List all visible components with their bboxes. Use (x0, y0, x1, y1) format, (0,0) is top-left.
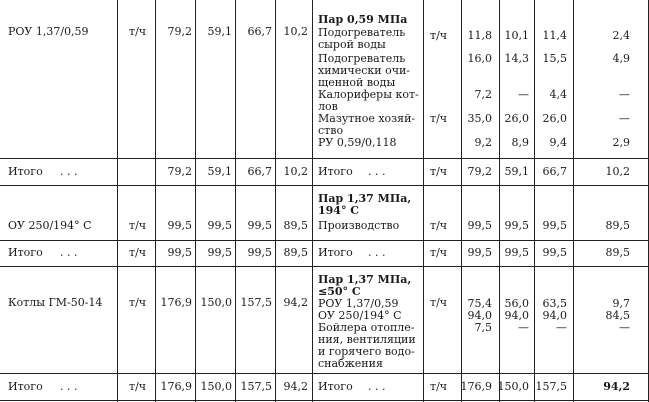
unit: т/ч (129, 219, 147, 232)
value: 63,5 (542, 297, 567, 310)
value: 26,0 (504, 112, 529, 125)
value: 89,5 (605, 246, 630, 259)
unit: т/ч (430, 165, 448, 178)
consumer-name: Калориферы кот- (318, 88, 419, 101)
row-divider (0, 240, 649, 241)
value: 150,0 (200, 296, 232, 309)
total-dots: . . . (368, 165, 386, 178)
consumers-heading: 194° С (318, 204, 360, 217)
value: 176,9 (160, 380, 192, 393)
consumer-name: ство (318, 124, 344, 137)
value: 89,5 (283, 246, 308, 259)
total-dots: . . . (368, 380, 386, 393)
total-dots: . . . (368, 246, 386, 259)
row-divider (0, 373, 649, 374)
value: 84,5 (605, 309, 630, 322)
total-dots: . . . (60, 380, 78, 393)
consumer-name: ния, вентиляции (318, 333, 416, 346)
consumer-name: Подогреватель (318, 52, 406, 65)
value: — (518, 321, 529, 334)
value: 14,3 (504, 52, 529, 65)
value: 10,2 (283, 25, 308, 38)
source-name: ОУ 250/194° С (8, 219, 92, 232)
consumer-name: сырой воды (318, 38, 386, 51)
value: 99,5 (247, 219, 272, 232)
value: 10,1 (504, 29, 529, 42)
value: 66,7 (247, 165, 272, 178)
value: 99,5 (247, 246, 272, 259)
value: 11,4 (542, 29, 567, 42)
col-divider (423, 0, 424, 402)
value: 59,1 (207, 165, 232, 178)
consumer-name: ОУ 250/194° С (318, 309, 402, 322)
consumer-name: РОУ 1,37/0,59 (318, 297, 399, 310)
value: 10,2 (605, 165, 630, 178)
total-label: Итого (8, 165, 43, 178)
value: 99,5 (504, 219, 529, 232)
consumer-name: снабжения (318, 357, 383, 370)
value: 157,5 (240, 380, 272, 393)
consumer-name: Производство (318, 219, 400, 232)
value: 66,7 (247, 25, 272, 38)
value: 2,9 (612, 136, 630, 149)
consumer-name: Бойлера отопле- (318, 321, 415, 334)
value: 99,5 (467, 219, 492, 232)
consumer-name: РУ 0,59/0,118 (318, 136, 397, 149)
value: 150,0 (200, 380, 232, 393)
value: 176,9 (160, 296, 192, 309)
value: 9,4 (549, 136, 567, 149)
value: 79,2 (167, 25, 192, 38)
col-divider (117, 0, 118, 402)
value: 157,5 (240, 296, 272, 309)
value: — (518, 88, 529, 101)
value: — (619, 88, 630, 101)
value: — (556, 321, 567, 334)
value: 9,7 (612, 297, 630, 310)
value: 99,5 (467, 246, 492, 259)
consumer-name: лов (318, 100, 338, 113)
value: 94,2 (283, 380, 308, 393)
col-divider (235, 0, 236, 402)
value: 15,5 (542, 52, 567, 65)
unit: т/ч (430, 29, 448, 42)
total-label: Итого (8, 246, 43, 259)
value: 99,5 (167, 219, 192, 232)
col-divider (155, 0, 156, 402)
consumer-name: щенной воды (318, 76, 396, 89)
row-divider (0, 185, 649, 186)
value: 89,5 (605, 219, 630, 232)
value: 11,8 (467, 29, 492, 42)
col-divider (573, 0, 574, 402)
value: 94,2 (283, 296, 308, 309)
value: 26,0 (542, 112, 567, 125)
unit: т/ч (129, 380, 147, 393)
value: 2,4 (612, 29, 630, 42)
unit: т/ч (430, 296, 448, 309)
consumers-heading: Пар 1,37 МПа, (318, 192, 412, 205)
value: 7,5 (474, 321, 492, 334)
value: 79,2 (167, 165, 192, 178)
total-dots: . . . (60, 246, 78, 259)
value: 150,0 (497, 380, 529, 393)
value: 94,0 (542, 309, 567, 322)
value: 99,5 (504, 246, 529, 259)
col-divider (275, 0, 276, 402)
value: 10,2 (283, 165, 308, 178)
consumers-heading: Пар 0,59 МПа (318, 13, 408, 26)
row-divider (0, 266, 649, 267)
consumers-heading: Пар 1,37 МПа, (318, 273, 412, 286)
value: 9,2 (474, 136, 492, 149)
consumer-name: и горячего водо- (318, 345, 415, 358)
value: 94,0 (504, 309, 529, 322)
value: 99,5 (542, 246, 567, 259)
unit: т/ч (129, 296, 147, 309)
value: 75,4 (467, 297, 492, 310)
unit: т/ч (430, 246, 448, 259)
total-label: Итого (318, 380, 353, 393)
col-divider (312, 0, 313, 402)
consumer-name: Подогреватель (318, 26, 406, 39)
value: 157,5 (535, 380, 567, 393)
total-label: Итого (318, 246, 353, 259)
total-dots: . . . (60, 165, 78, 178)
col-divider (195, 0, 196, 402)
unit: т/ч (430, 380, 448, 393)
value: — (619, 321, 630, 334)
unit: т/ч (430, 112, 448, 125)
value: 66,7 (542, 165, 567, 178)
consumers-heading: ≤50° С (318, 285, 361, 298)
row-divider (0, 400, 649, 401)
value: 4,9 (612, 52, 630, 65)
value: 59,1 (504, 165, 529, 178)
value: 79,2 (467, 165, 492, 178)
value: 35,0 (467, 112, 492, 125)
value: 16,0 (467, 52, 492, 65)
consumer-name: Мазутное хозяй- (318, 112, 416, 125)
total-label: Итого (318, 165, 353, 178)
value: — (619, 112, 630, 125)
source-name: Котлы ГМ-50-14 (8, 296, 103, 309)
total-label: Итого (8, 380, 43, 393)
value: 99,5 (207, 219, 232, 232)
value: 99,5 (167, 246, 192, 259)
value: 94,2 (603, 380, 630, 393)
value: 4,4 (549, 88, 567, 101)
source-name: РОУ 1,37/0,59 (8, 25, 89, 38)
unit: т/ч (129, 246, 147, 259)
value: 94,0 (467, 309, 492, 322)
value: 59,1 (207, 25, 232, 38)
value: 89,5 (283, 219, 308, 232)
row-divider (0, 158, 649, 159)
value: 99,5 (542, 219, 567, 232)
value: 7,2 (474, 88, 492, 101)
value: 99,5 (207, 246, 232, 259)
value: 8,9 (511, 136, 529, 149)
value: 56,0 (504, 297, 529, 310)
consumer-name: химически очи- (318, 64, 411, 77)
unit: т/ч (430, 219, 448, 232)
unit: т/ч (129, 25, 147, 38)
value: 176,9 (460, 380, 492, 393)
